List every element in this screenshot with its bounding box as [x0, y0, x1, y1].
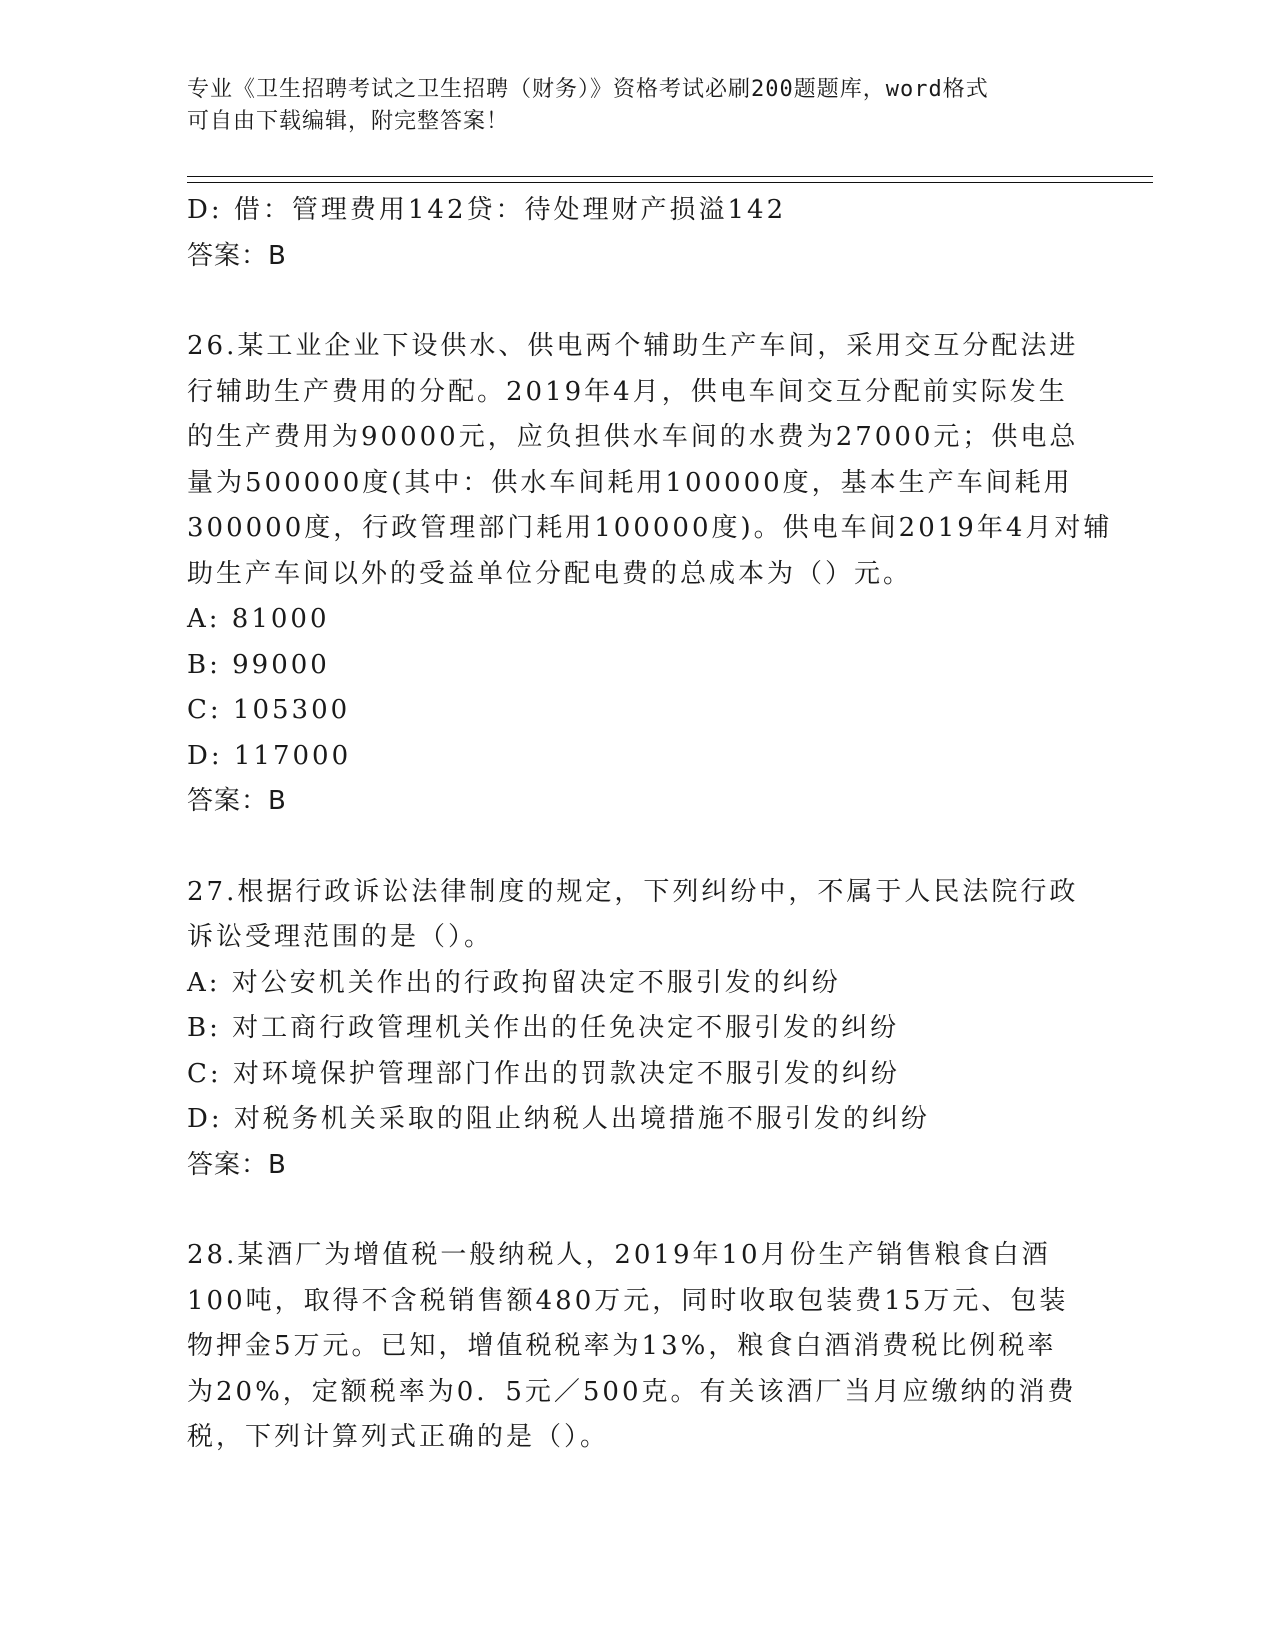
previous-question-tail — [187, 188, 1077, 279]
question-text-line: 100吨，取得不含税销售额480万元，同时收取包装费15万元、包装 — [187, 1285, 1069, 1316]
question-text-line: 26.某工业企业下设供水、供电两个辅助生产车间，采用交互分配法进 — [187, 331, 1079, 361]
question-27 — [187, 870, 1077, 1189]
question-text-line: 的生产费用为90000元，应负担供水车间的水费为27000元；供电总 — [187, 422, 1079, 452]
question-text-line: 28.某酒厂为增值税一般纳税人，2019年10月份生产销售粮食白酒 — [187, 1240, 1051, 1270]
answer-line: 答案：B — [187, 1149, 287, 1180]
header-line-1: 专业《卫生招聘考试之卫生招聘（财务）》资格考试必刷200题题库，word格式 — [187, 77, 989, 102]
question-text-line: 量为500000度(其中：供水车间耗用100000度，基本生产车间耗用 — [187, 467, 1073, 498]
question-text-line: 物押金5万元。已知，增值税税率为13%，粮食白酒消费税比例税率 — [187, 1331, 1057, 1361]
option-c: C: 105300 — [187, 695, 351, 725]
header-line-2: 可自由下载编辑，附完整答案！ — [187, 109, 510, 134]
question-text-line: 税，下列计算列式正确的是（）。 — [187, 1422, 610, 1452]
question-text-line: 行辅助生产费用的分配。2019年4月，供电车间交互分配前实际发生 — [187, 376, 1068, 407]
document-body — [187, 188, 1113, 1461]
option-c: C: 对环境保护管理部门作出的罚款决定不服引发的纠纷 — [187, 1058, 900, 1089]
option-b: B: 对工商行政管理机关作出的任免决定不服引发的纠纷 — [187, 1013, 900, 1043]
option-a: A: 对公安机关作出的行政拘留决定不服引发的纠纷 — [187, 967, 841, 998]
question-text-line: 为20%，定额税率为0．5元／500克。有关该酒厂当月应缴纳的消费 — [187, 1376, 1077, 1407]
question-text-line: 300000度，行政管理部门耗用100000度)。供电车间2019年4月对辅 — [187, 513, 1113, 543]
question-28 — [187, 1233, 1077, 1461]
header-divider-top — [187, 176, 1153, 177]
question-text-line: 诉讼受理范围的是（）。 — [187, 922, 494, 952]
spacer — [187, 1188, 1077, 1233]
option-a: A: 81000 — [187, 604, 330, 634]
option-d: D: 借：管理费用142贷：待处理财产损溢142 — [187, 195, 787, 225]
question-26 — [187, 324, 1113, 825]
option-d: D: 对税务机关采取的阻止纳税人出境措施不服引发的纠纷 — [187, 1104, 930, 1134]
option-d: D: 117000 — [187, 740, 352, 771]
header-divider-bottom — [187, 182, 1153, 183]
question-text-line: 助生产车间以外的受益单位分配电费的总成本为（）元。 — [187, 558, 913, 589]
answer-line: 答案：B — [187, 240, 287, 271]
question-text-line: 27.根据行政诉讼法律制度的规定，下列纠纷中，不属于人民法院行政 — [187, 876, 1079, 907]
spacer — [187, 279, 1077, 324]
spacer — [187, 825, 1077, 870]
answer-line: 答案：B — [187, 786, 287, 816]
option-b: B: 99000 — [187, 649, 330, 680]
document-header — [187, 74, 1067, 138]
